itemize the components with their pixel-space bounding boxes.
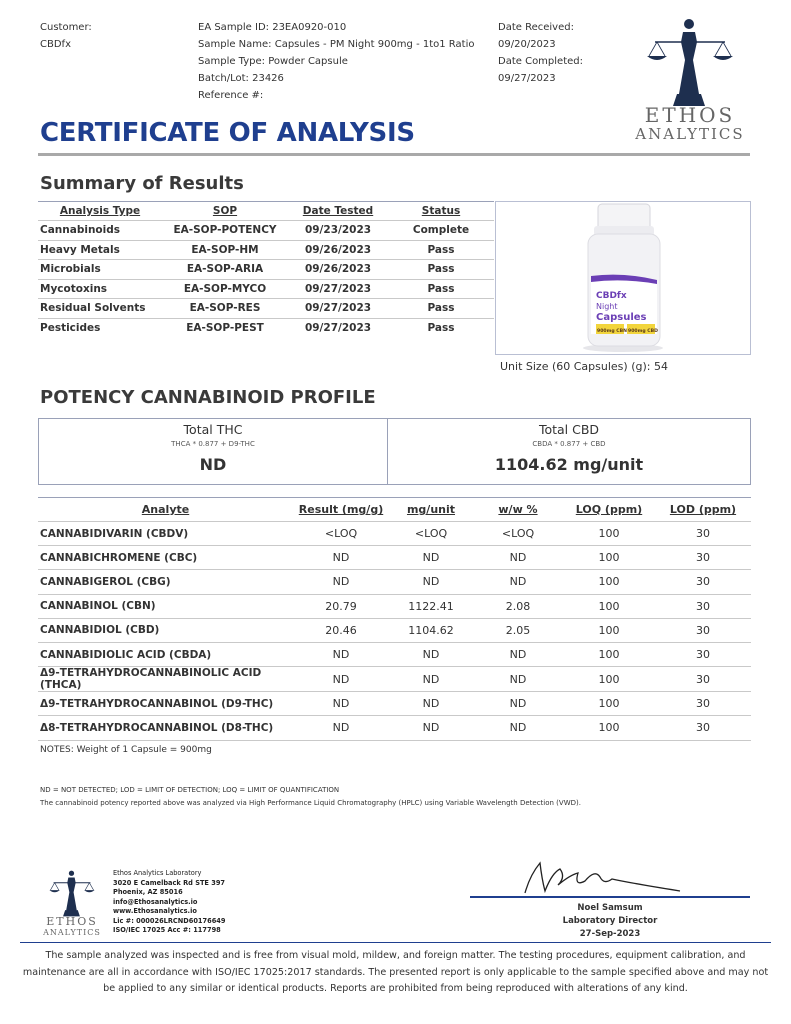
loq: 100 <box>563 570 655 594</box>
col-result: Result (mg/g) <box>298 503 384 516</box>
table-row <box>38 618 751 642</box>
ww-percent: ND <box>473 716 563 740</box>
logo-text-analytics: ANALYTICS <box>635 125 745 143</box>
lab-address-line2: Phoenix, AZ 85016 <box>113 888 183 896</box>
ww-percent: <LOQ <box>473 522 563 546</box>
analyte: CANNABINOL (CBN) <box>38 594 293 618</box>
footer-divider <box>20 942 771 943</box>
mg-unit: ND <box>389 570 473 594</box>
col-date-tested: Date Tested <box>302 205 374 217</box>
table-row <box>38 716 751 740</box>
col-status: Status <box>421 205 461 217</box>
loq: 100 <box>563 546 655 570</box>
date-completed: 09/27/2023 <box>498 73 556 84</box>
date-tested: 09/23/2023 <box>288 221 388 241</box>
table-row <box>38 692 751 716</box>
lod: 30 <box>655 570 751 594</box>
ethos-logo-small <box>34 868 110 940</box>
page-title: CERTIFICATE OF ANALYSIS <box>40 118 415 148</box>
table-row <box>38 240 494 260</box>
mg-unit: ND <box>389 642 473 666</box>
status: Pass <box>388 240 494 260</box>
signature <box>500 855 700 900</box>
status: Pass <box>388 279 494 299</box>
lod: 30 <box>655 642 751 666</box>
result: ND <box>293 642 389 666</box>
status: Pass <box>388 318 494 338</box>
product-image-frame <box>495 201 751 355</box>
analysis-type: Residual Solvents <box>38 299 162 319</box>
lod: 30 <box>655 546 751 570</box>
table-row <box>38 221 494 241</box>
batch-lot: Batch/Lot: 23426 <box>198 73 284 84</box>
loq: 100 <box>563 667 655 692</box>
result: ND <box>293 667 389 692</box>
table-row <box>38 546 751 570</box>
analyte: Δ8-TETRAHYDROCANNABINOL (D8-THC) <box>38 716 293 740</box>
analyte: CANNABIDIOLIC ACID (CBDA) <box>38 642 293 666</box>
total-cbd-panel <box>388 419 750 484</box>
summary-heading: Summary of Results <box>40 173 244 194</box>
lod: 30 <box>655 594 751 618</box>
date-tested: 09/27/2023 <box>288 279 388 299</box>
lab-address-line1: 3020 E Camelback Rd STE 397 <box>113 878 226 887</box>
col-analyte: Analyte <box>141 503 190 516</box>
signatory-block <box>470 902 750 941</box>
mg-unit: 1122.41 <box>389 594 473 618</box>
product-badge-cbd: 900mg CBD <box>628 329 658 334</box>
total-thc-value: ND <box>199 455 227 474</box>
lod: 30 <box>655 667 751 692</box>
ww-percent: ND <box>473 642 563 666</box>
lab-license: Lic #: 000026LRCND60176649 <box>113 916 226 925</box>
ww-percent: ND <box>473 692 563 716</box>
result: 20.46 <box>293 618 389 642</box>
logo-small-text-analytics: ANALYTICS <box>43 928 101 937</box>
ww-percent: ND <box>473 546 563 570</box>
signature-scribble <box>500 855 700 900</box>
col-ww-percent: w/w % <box>498 503 538 516</box>
table-row <box>38 594 751 618</box>
date-tested: 09/27/2023 <box>288 299 388 319</box>
mg-unit: ND <box>389 692 473 716</box>
summary-table <box>38 201 494 338</box>
abbreviation-legend: ND = NOT DETECTED; LOD = LIMIT OF DETECTION; LOQ = LIMIT OF QUANTIFICATION <box>40 786 340 794</box>
scales-of-justice-figure-icon <box>34 868 110 918</box>
cannabinoid-profile-table <box>38 497 751 741</box>
mg-unit: ND <box>389 716 473 740</box>
ethos-logo <box>625 14 755 149</box>
notes: NOTES: Weight of 1 Capsule = 900mg <box>40 745 212 755</box>
loq: 100 <box>563 594 655 618</box>
product-line2: Capsules <box>596 312 647 323</box>
potency-heading: POTENCY CANNABINOID PROFILE <box>40 387 376 408</box>
unit-size: Unit Size (60 Capsules) (g): 54 <box>500 360 668 373</box>
signature-line <box>470 896 750 898</box>
status: Complete <box>388 221 494 241</box>
sop: EA-SOP-MYCO <box>162 279 288 299</box>
signatory-role: Laboratory Director <box>562 916 658 926</box>
table-row <box>38 522 751 546</box>
date-received-label: Date Received: <box>498 22 574 33</box>
loq: 100 <box>563 642 655 666</box>
analyte: CANNABIGEROL (CBG) <box>38 570 293 594</box>
customer-label: Customer: <box>40 22 92 33</box>
loq: 100 <box>563 692 655 716</box>
table-row <box>38 570 751 594</box>
loq: 100 <box>563 716 655 740</box>
date-tested: 09/26/2023 <box>288 240 388 260</box>
ww-percent: ND <box>473 667 563 692</box>
lab-email: info@Ethosanalytics.io <box>113 897 198 906</box>
table-row <box>38 260 494 280</box>
result: <LOQ <box>293 522 389 546</box>
signatory-name: Noel Samsum <box>577 903 643 913</box>
analyte: Δ9-TETRAHYDROCANNABINOLIC ACID (THCA) <box>38 667 293 692</box>
product-line1: Night <box>596 302 618 311</box>
total-thc-label: Total THC <box>183 422 243 437</box>
sample-info-block <box>198 19 474 104</box>
signatory-date: 27-Sep-2023 <box>579 929 641 939</box>
lod: 30 <box>655 692 751 716</box>
lod: 30 <box>655 522 751 546</box>
sop: EA-SOP-PEST <box>162 318 288 338</box>
table-row <box>38 318 494 338</box>
sop: EA-SOP-POTENCY <box>162 221 288 241</box>
analysis-type: Microbials <box>38 260 162 280</box>
potency-summary-box <box>38 418 751 485</box>
sop: EA-SOP-HM <box>162 240 288 260</box>
analysis-type: Pesticides <box>38 318 162 338</box>
sop: EA-SOP-ARIA <box>162 260 288 280</box>
method-note: The cannabinoid potency reported above was analyzed via High Performance Liquid Chromatography (HPLC) using Variable Wavelength Detection (VWD). <box>40 799 581 807</box>
mg-unit: ND <box>389 667 473 692</box>
sop: EA-SOP-RES <box>162 299 288 319</box>
sample-type: Sample Type: Powder Capsule <box>198 56 348 67</box>
analysis-type: Mycotoxins <box>38 279 162 299</box>
result: ND <box>293 716 389 740</box>
lab-address-block <box>113 869 225 936</box>
sample-name: Sample Name: Capsules - PM Night 900mg - 1to1 Ratio <box>198 39 475 50</box>
lab-website: www.Ethosanalytics.io <box>113 907 197 915</box>
mg-unit: ND <box>389 546 473 570</box>
lod: 30 <box>655 716 751 740</box>
reference: Reference #: <box>198 90 264 101</box>
logo-text-ethos: ETHOS <box>644 103 736 127</box>
mg-unit: 1104.62 <box>389 618 473 642</box>
analyte: CANNABIDIOL (CBD) <box>38 618 293 642</box>
col-analysis-type: Analysis Type <box>59 205 141 217</box>
customer-value: CBDfx <box>40 39 71 50</box>
customer-block <box>40 19 92 53</box>
table-row <box>38 279 494 299</box>
sample-id: EA Sample ID: 23EA0920-010 <box>198 22 347 33</box>
loq: 100 <box>563 618 655 642</box>
status: Pass <box>388 260 494 280</box>
dates-block <box>498 19 583 87</box>
date-tested: 09/26/2023 <box>288 260 388 280</box>
scales-of-justice-figure-icon <box>625 14 755 109</box>
result: ND <box>293 570 389 594</box>
title-divider <box>38 153 750 156</box>
lab-name: Ethos Analytics Laboratory <box>113 869 202 877</box>
result: ND <box>293 692 389 716</box>
table-row <box>38 667 751 692</box>
status: Pass <box>388 299 494 319</box>
mg-unit: <LOQ <box>389 522 473 546</box>
product-brand: CBDfx <box>596 291 627 301</box>
ww-percent: 2.08 <box>473 594 563 618</box>
footer-disclaimer: The sample analyzed was inspected and is free from visual mold, mildew, and foreign matter. The testing procedures, equipment calibration, and maintenance are all in accordance with ISO/IEC 17025:2017 standards. The presented report is only applicable to the sample specified above and may not be applied to any similar or identical products. Reports are prohibited from being reproduced with alterations of any kind. <box>22 950 769 994</box>
date-completed-label: Date Completed: <box>498 56 583 67</box>
total-cbd-formula: CBDA * 0.877 + CBD <box>532 440 606 448</box>
result: 20.79 <box>293 594 389 618</box>
table-row <box>38 642 751 666</box>
date-tested: 09/27/2023 <box>288 318 388 338</box>
col-lod: LOD (ppm) <box>669 503 737 516</box>
total-thc-formula: THCA * 0.877 + D9-THC <box>171 440 255 448</box>
total-cbd-label: Total CBD <box>538 422 600 437</box>
col-mg-unit: mg/unit <box>406 503 456 516</box>
analyte: Δ9-TETRAHYDROCANNABINOL (D9-THC) <box>38 692 293 716</box>
col-loq: LOQ (ppm) <box>575 503 643 516</box>
lod: 30 <box>655 618 751 642</box>
table-row <box>38 299 494 319</box>
loq: 100 <box>563 522 655 546</box>
analysis-type: Heavy Metals <box>38 240 162 260</box>
total-cbd-value: 1104.62 mg/unit <box>494 455 644 474</box>
analyte: CANNABICHROMENE (CBC) <box>38 546 293 570</box>
product-badge-cbn: 900mg CBN <box>597 329 627 334</box>
total-thc-panel <box>39 419 387 484</box>
date-received: 09/20/2023 <box>498 39 556 50</box>
col-sop: SOP <box>212 205 238 217</box>
result: ND <box>293 546 389 570</box>
ww-percent: 2.05 <box>473 618 563 642</box>
lab-iso-accreditation: ISO/IEC 17025 Acc #: 117798 <box>113 926 221 934</box>
ww-percent: ND <box>473 570 563 594</box>
logo-small-text-ethos: ETHOS <box>46 915 98 928</box>
analysis-type: Cannabinoids <box>38 221 162 241</box>
product-bottle-image <box>496 202 750 354</box>
analyte: CANNABIDIVARIN (CBDV) <box>38 522 293 546</box>
